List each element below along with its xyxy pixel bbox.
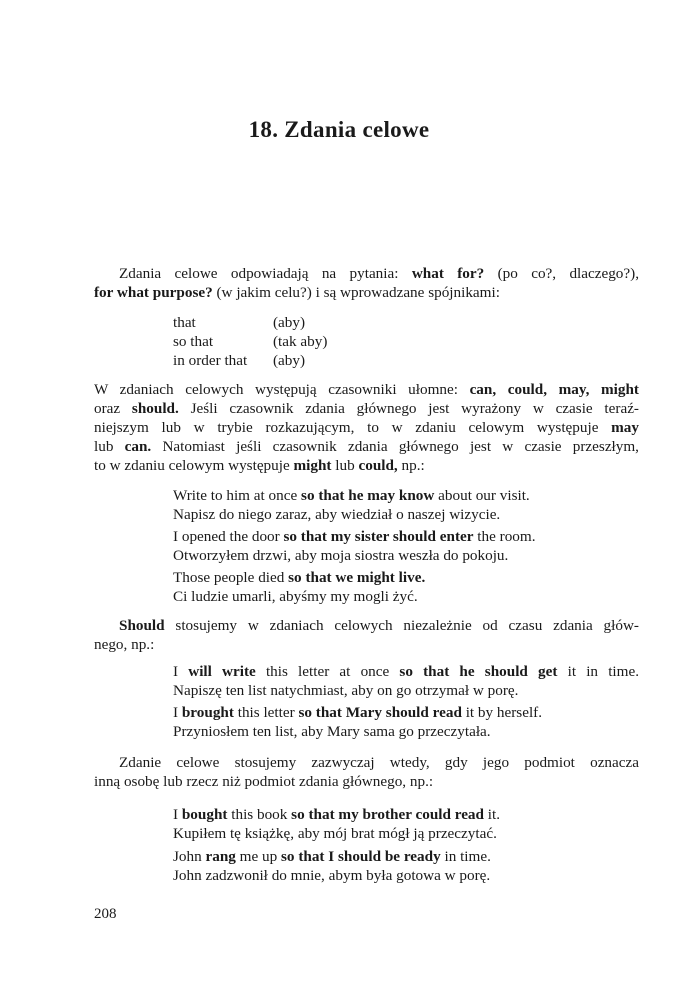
example-pl: Kupiłem tę książkę, aby mój brat mógł ją przeczytać.: [173, 825, 497, 842]
example-en: I will write this letter at once so that he should get it in time.: [173, 663, 639, 680]
example-en: Write to him at once so that he may know about our visit.: [173, 487, 530, 504]
conjunction-pl: (tak aby): [273, 333, 328, 350]
example-pl: Napiszę ten list natychmiast, aby on go otrzymał w porę.: [173, 682, 519, 699]
p4-line-2: inną osobę lub rzecz niż podmiot zdania głównego, np.:: [94, 773, 434, 790]
example-pl: Napisz do niego zaraz, aby wiedział o naszej wizycie.: [173, 506, 501, 523]
p2-line-5: to w zdaniu celowym występuje might lub could, np.:: [94, 457, 425, 474]
conjunction-en: that: [173, 314, 196, 331]
conjunction-pl: (aby): [273, 352, 306, 369]
conjunction-en: in order that: [173, 352, 248, 369]
p3-line-2: nego, np.:: [94, 636, 155, 653]
p4-line-1: Zdanie celowe stosujemy zazwyczaj wtedy, gdy jego podmiot oznacza: [119, 754, 639, 771]
conjunction-pl: (aby): [273, 314, 306, 331]
page-number: 208: [94, 906, 117, 922]
example-en: Those people died so that we might live.: [173, 569, 426, 586]
example-pl: Ci ludzie umarli, abyśmy my mogli żyć.: [173, 588, 418, 605]
example-pl: John zadzwonił do mnie, abym była gotowa w porę.: [173, 867, 491, 884]
example-en: I bought this book so that my brother could read it.: [173, 806, 501, 823]
example-en: I opened the door so that my sister should enter the room.: [173, 528, 536, 545]
p2-line-3: niejszym lub w trybie rozkazującym, to w zdaniu celowym występuje may: [94, 419, 639, 436]
chapter-title: 18. Zdania celowe: [248, 117, 430, 142]
p2-line-4: lub can. Natomiast jeśli czasownik zdania głównego jest w czasie przeszłym,: [94, 438, 639, 455]
intro-line-1: Zdania celowe odpowiadają na pytania: what for? (po co?, dlaczego?),: [119, 265, 640, 282]
conjunction-en: so that: [173, 333, 214, 350]
p3-line-1: Should stosujemy w zdaniach celowych niezależnie od czasu zdania głów-: [119, 617, 639, 634]
example-pl: Przyniosłem ten list, aby Mary sama go przeczytała.: [173, 723, 491, 740]
example-en: John rang me up so that I should be ready in time.: [173, 848, 491, 865]
example-pl: Otworzyłem drzwi, aby moja siostra weszła do pokoju.: [173, 547, 509, 564]
p2-line-2: oraz should. Jeśli czasownik zdania głównego jest wyrażony w czasie teraź-: [94, 400, 639, 417]
example-en: I brought this letter so that Mary should read it by herself.: [173, 704, 543, 721]
p2-line-1: W zdaniach celowych występują czasowniki ułomne: can, could, may, might: [94, 381, 639, 398]
intro-line-2: for what purpose? (w jakim celu?) i są wprowadzane spójnikami:: [94, 284, 500, 301]
